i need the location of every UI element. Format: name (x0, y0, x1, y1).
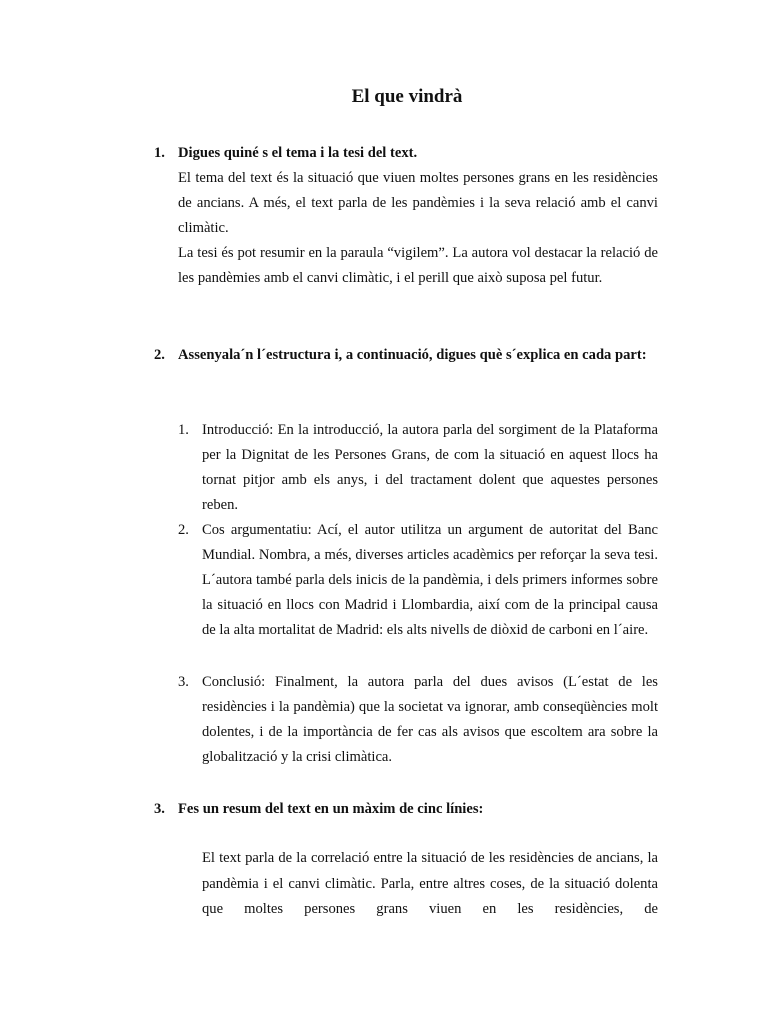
structure-item-2-text: Cos argumentatiu: Ací, el autor utilitza un argument de autoritat del Banc Mundial. Nombra, a més, diverses articles acadèmics per reforçar la seva tesi. L´autora també parla dels inicis de la pandèmia, i dels primers informes sobre la situació en llocs con Madrid i Llombardia, així com de la principal causa de la alta mortalitat de Madrid: els alts nivells de diòxid de carboni en l´aire. (202, 522, 658, 638)
question-2-number: 2. (154, 347, 165, 363)
structure-item-2-number: 2. (178, 522, 189, 538)
question-3-number: 3. (154, 801, 165, 817)
question-1-paragraph-1: El tema del text és la situació que viuen moltes persones grans en les residències de ancians. A més, el text parla de les pandèmies i la seva relació amb el canvi climàtic. (178, 170, 658, 236)
summary-paragraph: El text parla de la correlació entre la situació de les residències de ancians, la pandèmia i el canvi climàtic. Parla, entre altres coses, de la situació dolenta que moltes persones grans viuen en les residències, de (202, 850, 658, 917)
structure-item-1-text: Introducció: En la introducció, la autora parla del sorgiment de la Plataforma per la Dignitat de les Persones Grans, de com la situació en aquest llocs ha tornat pitjor amb els anys, i del tractament dolent que aquestes persones reben. (202, 422, 658, 513)
document-title: El que vindrà (351, 86, 463, 107)
question-1-number: 1. (154, 145, 165, 161)
question-2-text: Assenyala´n l´estructura i, a continuació, digues què s´explica en cada part: (178, 347, 647, 363)
structure-item-3-text: Conclusió: Finalment, la autora parla del dues avisos (L´estat de les residències i la pandèmia) que la societat va ignorar, amb conseqüències molt dolentes, i de la importància de fer cas als avisos que escoltem ara sobre la globalització y la crisi climàtica. (202, 674, 658, 765)
question-1-text: Digues quiné s el tema i la tesi del text. (178, 145, 418, 161)
structure-item-3-number: 3. (178, 674, 189, 690)
question-3-text: Fes un resum del text en un màxim de cinc línies: (178, 801, 484, 817)
question-1-paragraph-2: La tesi és pot resumir en la paraula “vigilem”. La autora vol destacar la relació de les pandèmies amb el canvi climàtic, i el perill que això suposa pel futur. (178, 245, 658, 286)
structure-item-1-number: 1. (178, 422, 189, 438)
